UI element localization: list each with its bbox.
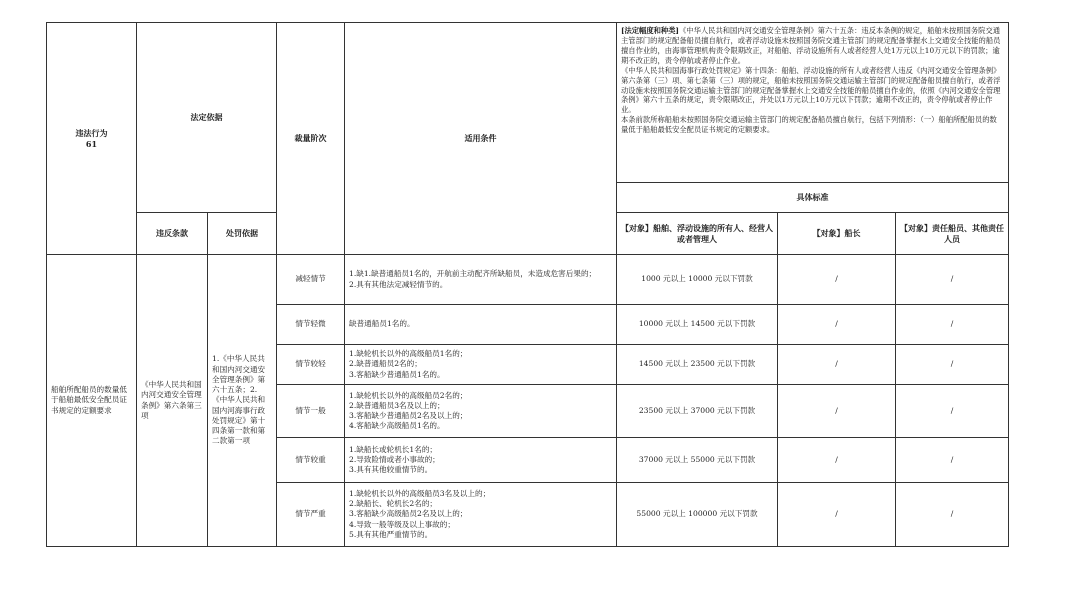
level-cell: 减轻情节 bbox=[277, 255, 345, 305]
captain-penalty-cell: / bbox=[778, 305, 896, 345]
owner-penalty-cell: 55000 元以上 100000 元以下罚款 bbox=[617, 483, 778, 547]
level-cell: 情节轻微 bbox=[277, 305, 345, 345]
captain-penalty-cell: / bbox=[778, 255, 896, 305]
table-row bbox=[47, 255, 1009, 305]
target-owner-header: 【对象】船舶、浮动设施的所有人、经营人或者管理人 bbox=[617, 213, 778, 255]
owner-penalty-cell: 23500 元以上 37000 元以下罚款 bbox=[617, 385, 778, 438]
level-cell: 情节较轻 bbox=[277, 345, 345, 385]
responsible-penalty-cell: / bbox=[896, 385, 1009, 438]
target-captain-header: 【对象】船长 bbox=[778, 213, 896, 255]
violation-label: 违法行为 bbox=[75, 127, 108, 138]
penalty-basis-header: 处罚依据 bbox=[208, 213, 277, 255]
legal-text-cell bbox=[617, 23, 1009, 183]
owner-penalty-cell: 14500 元以上 23500 元以下罚款 bbox=[617, 345, 778, 385]
conditions-cell: 1.缺船长或轮机长1名的； 2.导致险情或者小事故的； 3.具有其他较重情节的。 bbox=[345, 438, 617, 483]
conditions-cell: 缺普通船员1名的。 bbox=[345, 305, 617, 345]
violation-number: 61 bbox=[85, 138, 98, 149]
responsible-penalty-cell: / bbox=[896, 483, 1009, 547]
conditions-cell: 1.缺轮机长以外的高级船员1名的； 2.缺普通船员2名的； 3.客船缺少普通船员1名的。 bbox=[345, 345, 617, 385]
level-cell: 情节一般 bbox=[277, 385, 345, 438]
legal-text-paragraph-2: 《中华人民共和国海事行政处罚规定》第十四条：船舶、浮动设施的所有人或者经营人违反《内河交通安全管理条例》第六条第（三）项、第七条第（三）项的规定，船舶未按照国务院交通运输主管部门的规定配备船员擅自航行，或者浮动设施未按照国务院交通运输主管部门的规定配备掌握水上交通安全技能的船员擅自作业的，依照《内河交通安全管理条例》第六十五条的规定，责令限期改正，并处以1万元以上10万元以下罚款；逾期不改正的，责令停航或者停止作业。 bbox=[621, 65, 1001, 115]
applicable-conditions-header: 适用条件 bbox=[345, 23, 617, 255]
captain-penalty-cell: / bbox=[778, 385, 896, 438]
level-cell: 情节较重 bbox=[277, 438, 345, 483]
violation-header bbox=[47, 23, 137, 255]
conditions-cell: 1.缺轮机长以外的高级船员2名的； 2.缺普通船员3名及以上的； 3.客船缺少普通船员2名及以上的； 4.客船缺少高级船员1名的。 bbox=[345, 385, 617, 438]
responsible-penalty-cell: / bbox=[896, 305, 1009, 345]
specific-standard-header: 具体标准 bbox=[617, 183, 1009, 213]
conditions-cell: 1.缺轮机长以外的高级船员3名及以上的； 2.缺船长、轮机长2名的； 3.客船缺少高级船员2名及以上的； 4.导致一般等级及以上事故的； 5.具有其他严重情节的。 bbox=[345, 483, 617, 547]
responsible-penalty-cell: / bbox=[896, 438, 1009, 483]
captain-penalty-cell: / bbox=[778, 483, 896, 547]
legal-text-paragraph-1: [法定幅度和种类]《中华人民共和国内河交通安全管理条例》第六十五条：违反本条例的规定，船舶未按照国务院交通主管部门的规定配备船员擅自航行，或者浮动设施未按照国务院交通主管部门的规定配备掌握水上交通安全技能的船员擅自作业的，由海事管理机构责令限期改正，对船舶、浮动设施所有人或者经营人处1万元以上10万元以下的罚款；逾期不改正的，责令停航或者停止作业。 bbox=[621, 26, 1001, 65]
quantity-level-header: 裁量阶次 bbox=[277, 23, 345, 255]
conditions-cell: 1.缺1.缺普通船员1名的，开航前主动配齐所缺船员，未造成危害后果的； 2.具有其他法定减轻情节的。 bbox=[345, 255, 617, 305]
legal-text-label: [法定幅度和种类] bbox=[621, 26, 679, 35]
owner-penalty-cell: 10000 元以上 14500 元以下罚款 bbox=[617, 305, 778, 345]
penalty-basis: 1.《中华人民共和国内河交通安全管理条例》第六十五条；2.《中华人民共和国内河海事行政处罚规定》第十四条第一款和第二款第一项 bbox=[208, 255, 277, 547]
owner-penalty-cell: 37000 元以上 55000 元以下罚款 bbox=[617, 438, 778, 483]
level-cell: 情节严重 bbox=[277, 483, 345, 547]
responsible-penalty-cell: / bbox=[896, 255, 1009, 305]
legal-text-paragraph-3: 本条前款所称船舶未按照国务院交通运输主管部门的规定配备船员擅自航行，包括下列情形：（一）船舶所配船员的数量低于船舶最低安全配员证书规定的定额要求。 bbox=[621, 115, 997, 135]
violation-description: 船舶所配船员的数量低于船舶最低安全配员证书规定的定额要求 bbox=[47, 255, 137, 547]
captain-penalty-cell: / bbox=[778, 438, 896, 483]
legal-basis-header: 法定依据 bbox=[137, 23, 277, 213]
penalty-discretion-table bbox=[46, 22, 1009, 547]
target-responsible-header: 【对象】责任船员、其他责任人员 bbox=[896, 213, 1009, 255]
responsible-penalty-cell: / bbox=[896, 345, 1009, 385]
captain-penalty-cell: / bbox=[778, 345, 896, 385]
violated-clause-header: 违反条款 bbox=[137, 213, 208, 255]
violated-clause: 《中华人民共和国内河交通安全管理条例》第六条第三项 bbox=[137, 255, 208, 547]
owner-penalty-cell: 1000 元以上 10000 元以下罚款 bbox=[617, 255, 778, 305]
